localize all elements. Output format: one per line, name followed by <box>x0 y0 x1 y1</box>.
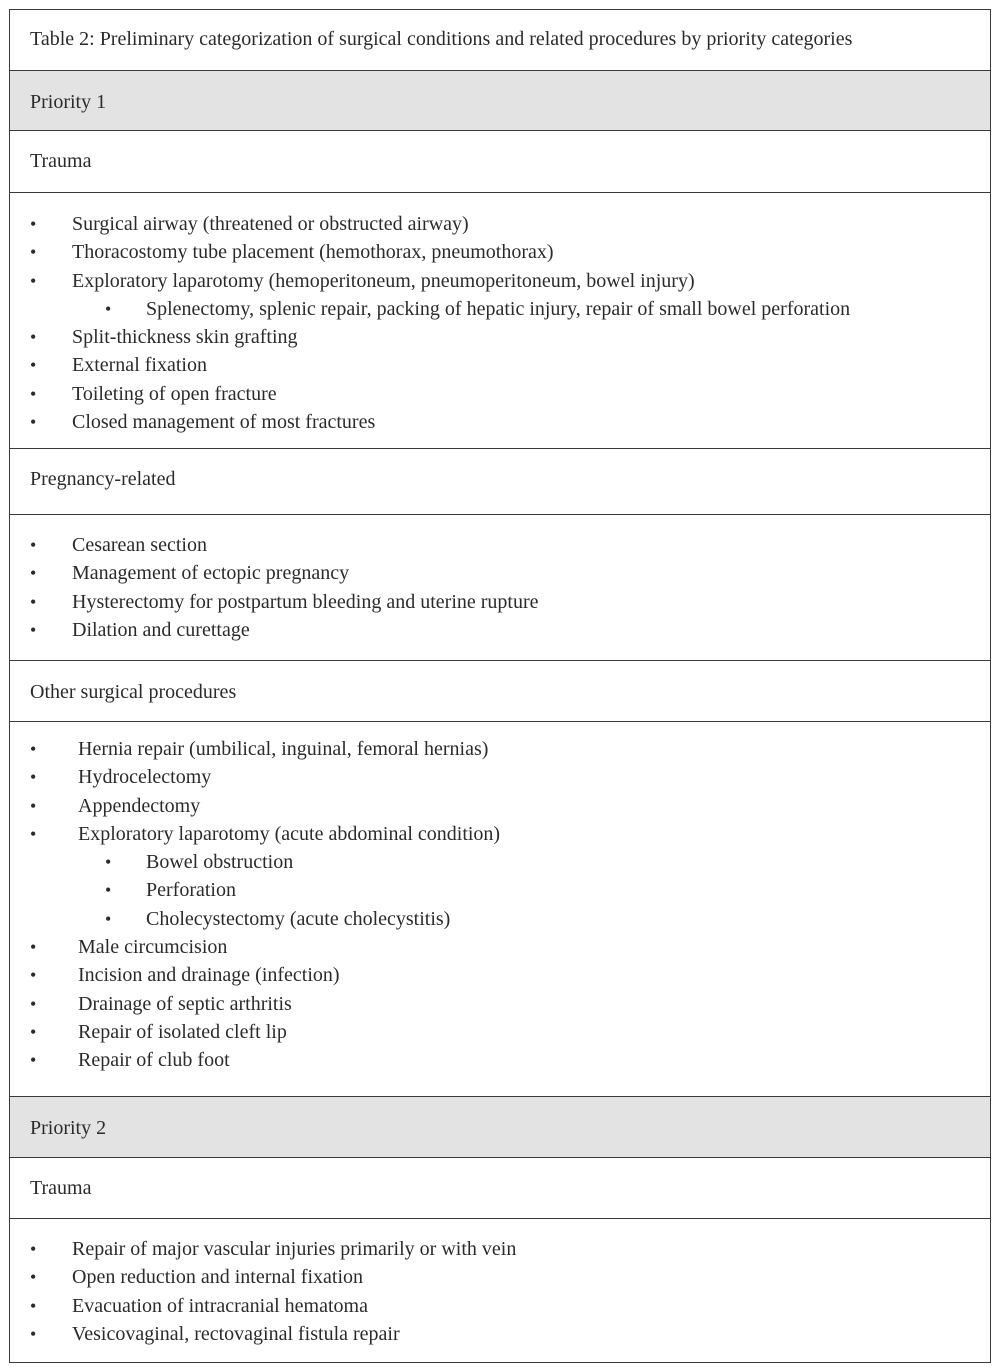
table-title: Table 2: Preliminary categorization of surgical conditions and related procedures by priority categories <box>30 28 853 50</box>
bullet-icon: • <box>30 795 37 816</box>
list-item: • Appendectomy <box>10 792 990 820</box>
bullet-icon: • <box>30 993 37 1014</box>
list-item: • Cesarean section <box>10 531 990 559</box>
sub-list-item: • Bowel obstruction <box>10 848 990 876</box>
p1-other-list <box>10 735 990 1075</box>
bullet-icon: • <box>30 1323 37 1344</box>
list-item: • Repair of club foot <box>10 1046 990 1074</box>
bullet-icon: • <box>30 619 37 640</box>
p1-trauma-list-row <box>10 193 990 449</box>
list-item: • Management of ectopic pregnancy <box>10 559 990 587</box>
bullet-icon: • <box>30 214 37 234</box>
bullet-icon: • <box>105 852 112 873</box>
bullet-icon: • <box>30 823 37 844</box>
bullet-icon: • <box>30 270 37 291</box>
p1-trauma-list <box>10 210 990 436</box>
p1-pregnancy-list <box>10 531 990 644</box>
p2-trauma-heading: Trauma <box>30 1177 92 1199</box>
bullet-icon: • <box>30 535 37 555</box>
bullet-icon: • <box>30 355 37 376</box>
priority-1-label: Priority 1 <box>30 91 107 113</box>
table-title-row <box>10 10 990 71</box>
list-item: • Evacuation of intracranial hematoma <box>10 1292 990 1320</box>
p1-other-heading: Other surgical procedures <box>30 681 237 703</box>
bullet-icon: • <box>30 937 37 958</box>
priority-1-row <box>10 71 990 131</box>
list-item: • Dilation and curettage <box>10 616 990 644</box>
list-item: • Incision and drainage (infection) <box>10 961 990 989</box>
priority-2-label: Priority 2 <box>30 1117 107 1139</box>
p1-pregnancy-heading-row <box>10 449 990 515</box>
bullet-icon: • <box>30 1021 37 1042</box>
priority-2-row <box>10 1097 990 1158</box>
list-item: • Vesicovaginal, rectovaginal fistula repair <box>10 1320 990 1348</box>
sub-list-item: • Splenectomy, splenic repair, packing of hepatic injury, repair of small bowel perforation <box>10 295 990 323</box>
list-item: • Repair of major vascular injuries primarily or with vein <box>10 1235 990 1263</box>
p1-other-list-row <box>10 722 990 1097</box>
list-item: • Hydrocelectomy <box>10 763 990 791</box>
sub-list-item: • Perforation <box>10 876 990 904</box>
p2-trauma-heading-row <box>10 1158 990 1219</box>
list-item: • Exploratory laparotomy (hemoperitoneum, pneumoperitoneum, bowel injury) <box>10 267 990 295</box>
list-item: • Hernia repair (umbilical, inguinal, femoral hernias) <box>10 735 990 763</box>
p1-other-heading-row <box>10 661 990 722</box>
p2-trauma-list <box>10 1235 990 1348</box>
bullet-icon: • <box>30 327 37 348</box>
bullet-icon: • <box>30 739 37 759</box>
bullet-icon: • <box>30 1267 37 1288</box>
bullet-icon: • <box>30 591 37 612</box>
p1-pregnancy-list-row <box>10 515 990 661</box>
bullet-icon: • <box>105 908 112 929</box>
list-item: • Thoracostomy tube placement (hemothorax, pneumothorax) <box>10 238 990 266</box>
p1-pregnancy-heading: Pregnancy-related <box>30 468 176 490</box>
bullet-icon: • <box>30 1050 37 1071</box>
list-item: • Split-thickness skin grafting <box>10 323 990 351</box>
list-item: • Exploratory laparotomy (acute abdominal condition) <box>10 820 990 848</box>
list-item: • Closed management of most fractures <box>10 408 990 436</box>
bullet-icon: • <box>105 298 112 319</box>
p1-trauma-heading-row <box>10 131 990 193</box>
list-item: • Open reduction and internal fixation <box>10 1263 990 1291</box>
bullet-icon: • <box>30 1239 37 1259</box>
bullet-icon: • <box>30 412 37 433</box>
list-item: • Drainage of septic arthritis <box>10 990 990 1018</box>
list-item: • Toileting of open fracture <box>10 380 990 408</box>
sub-list-item: • Cholecystectomy (acute cholecystitis) <box>10 905 990 933</box>
bullet-icon: • <box>30 965 37 986</box>
p2-trauma-list-row <box>10 1219 990 1362</box>
bullet-icon: • <box>30 242 37 263</box>
list-item: • Male circumcision <box>10 933 990 961</box>
list-item: • Repair of isolated cleft lip <box>10 1018 990 1046</box>
list-item: • External fixation <box>10 351 990 379</box>
bullet-icon: • <box>30 1295 37 1316</box>
bullet-icon: • <box>30 563 37 584</box>
list-item: • Hysterectomy for postpartum bleeding and uterine rupture <box>10 588 990 616</box>
bullet-icon: • <box>105 880 112 901</box>
p1-trauma-heading: Trauma <box>30 150 92 172</box>
bullet-icon: • <box>30 767 37 788</box>
list-item: • Surgical airway (threatened or obstructed airway) <box>10 210 990 238</box>
bullet-icon: • <box>30 383 37 404</box>
procedures-table <box>9 9 991 1363</box>
